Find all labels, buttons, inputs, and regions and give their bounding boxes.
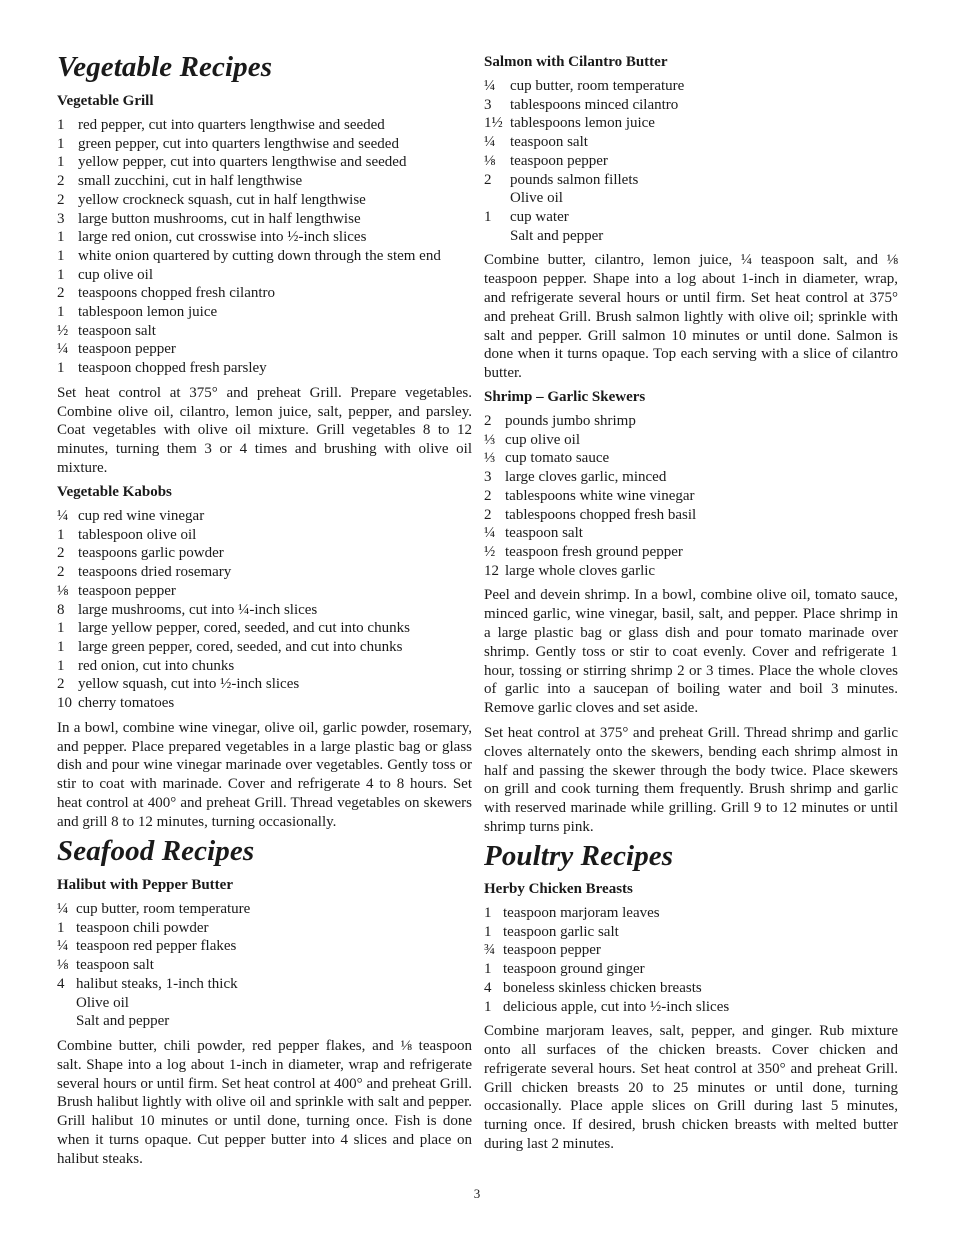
ingredient-text: teaspoon chili powder [76,919,209,936]
ingredient-item [57,210,472,229]
ingredient-text: teaspoon ground ginger [503,961,645,978]
ingredient-quantity: 1 [484,923,492,940]
ingredient-quantity: 3 [484,469,492,486]
ingredient-item [57,619,472,638]
ingredient-text: cup water [510,208,569,225]
ingredient-text: teaspoon fresh ground pepper [505,543,683,560]
page-number: 3 [473,1186,481,1201]
ingredient-text: cherry tomatoes [78,695,175,712]
ingredient-quantity: 2 [57,676,65,693]
ingredient-quantity: ¼ [57,508,69,524]
ingredient-item [57,247,472,266]
ingredient-list [57,900,472,1031]
ingredient-text: teaspoon garlic salt [503,923,619,940]
ingredient-quantity: 3 [57,210,65,227]
recipe-title: Shrimp – Garlic Skewers [484,389,646,405]
recipe-directions: Combine butter, cilantro, lemon juice, ¼ teaspoon salt, and ⅛ teaspoon pepper. Shape into a log about 1-inch in diameter, wrap, and refrigerate several hours or until firm. Set heat control at 375° and preheat Grill. Brush salmon lightly with olive oil; sprinkle with salt and pepper. Grill salmon 10 minutes or until done. Salmon is done when it turns opaque. Top each serving with a slice of cilantro butter. [484,252,898,382]
ingredient-quantity: ¼ [484,78,496,94]
ingredient-item [57,303,472,322]
ingredient-item [57,153,472,172]
ingredient-text: yellow pepper, cut into quarters lengthwise and seeded [78,154,407,171]
ingredient-item [484,96,898,115]
ingredient-item [484,487,898,506]
ingredient-item [57,322,472,341]
ingredient-quantity: 1 [57,526,65,543]
ingredient-text: teaspoon pepper [78,341,176,358]
ingredient-quantity: ⅛ [57,957,69,974]
ingredient-item [484,923,898,942]
ingredient-quantity: ⅛ [484,152,496,169]
ingredient-quantity: 1 [57,304,65,321]
ingredient-text: teaspoon salt [510,134,588,151]
ingredient-text: large yellow pepper, cored, seeded, and cut into chunks [78,620,410,637]
ingredient-text: cup tomato sauce [505,450,610,467]
ingredient-quantity: ¼ [484,134,496,151]
ingredient-quantity [57,994,76,1013]
ingredient-quantity: 1 [57,919,65,936]
recipe-title: Herby Chicken Breasts [484,881,633,897]
ingredient-text: red onion, cut into chunks [78,657,235,674]
ingredient-text: yellow squash, cut into ½-inch slices [78,676,300,693]
ingredient-text: Salt and pepper [510,227,604,244]
ingredient-quantity: 1 [57,620,65,637]
ingredient-text: teaspoon salt [505,525,583,542]
ingredient-text: white onion quartered by cutting down through the stem end [78,247,441,264]
ingredient-text: teaspoon chopped fresh parsley [78,360,267,377]
ingredient-quantity: ¼ [57,938,69,955]
ingredient-item [484,208,898,227]
ingredient-item [57,638,472,657]
ingredient-text: cup butter, room temperature [76,901,251,917]
ingredient-quantity: 1½ [484,115,503,132]
ingredient-list [57,507,472,713]
ingredient-item [484,562,898,581]
ingredient-quantity [57,1012,76,1031]
ingredient-quantity: ¼ [57,901,69,917]
recipe-vegetable-grill [57,92,472,478]
ingredient-item [484,77,898,96]
ingredient-quantity: 1 [57,117,65,133]
ingredient-quantity: 1 [484,905,492,921]
ingredient-text: tablespoons minced cilantro [510,96,679,113]
ingredient-text: cup olive oil [505,431,580,448]
ingredient-item [484,133,898,152]
recipe-shrimp [484,388,898,837]
ingredient-text: pounds jumbo shrimp [505,413,636,429]
ingredient-quantity: 1 [57,135,65,152]
recipe-directions: In a bowl, combine wine vinegar, olive oil, garlic powder, rosemary, and pepper. Place prepared vegetables in a large plastic bag or glass dish and pour wine vinegar marinade over vegetables. Gently toss or stir to coat with marinade. Cover and refrigerate 4 to 8 hours. Set heat control at 400° and preheat Grill. Thread vegetables on skewers and grill 8 to 12 minutes, turning occasionally. [57,719,472,830]
ingredient-quantity: 2 [57,173,65,190]
recipe-directions: Combine butter, chili powder, red pepper flakes, and ⅛ teaspoon salt. Shape into a log about 1-inch in diameter, wrap and refrigerate several hours or until firm. Set heat control at 400° and preheat Grill. Brush halibut lightly with olive oil and sprinkle with salt and pepper. Grill halibut 10 minutes or until done, turning once. Fish is done when it turns opaque. Cut pepper butter into 4 slices and place on halibut steaks. [57,1037,472,1167]
ingredient-item [57,975,472,994]
ingredient-item [57,937,472,956]
recipe-directions: Set heat control at 375° and preheat Grill. Thread shrimp and garlic cloves alternately onto the skewers, bending each shrimp almost in half and passing the skewer through the body twice. Place skewers on grill and cook turning them frequently. Brush shrimp and garlic with reserved marinade while grilling. Grill 9 to 12 minutes or until shrimp turns pink. [484,724,898,835]
ingredient-quantity: ⅓ [484,431,496,448]
ingredient-text: teaspoon salt [76,957,154,974]
ingredient-quantity: 1 [57,266,65,283]
ingredient-text: small zucchini, cut in half lengthwise [78,173,303,190]
ingredient-text: teaspoon pepper [78,582,176,599]
ingredient-item [57,544,472,563]
ingredient-text: tablespoons white wine vinegar [505,487,695,504]
ingredient-quantity: 1 [484,961,492,978]
ingredient-text: tablespoons lemon juice [510,115,655,132]
ingredient-item [484,189,898,208]
recipe-title: Halibut with Pepper Butter [57,877,233,893]
ingredient-text: teaspoons dried rosemary [78,564,232,581]
ingredient-quantity: 1 [484,998,492,1015]
ingredient-item [57,266,472,285]
ingredient-item [484,468,898,487]
ingredient-quantity: ½ [484,543,496,560]
ingredient-text: large mushrooms, cut into ¼-inch slices [78,601,318,618]
ingredient-quantity: ½ [57,322,69,339]
ingredient-quantity: 1 [57,360,65,377]
ingredient-quantity: 4 [57,975,65,992]
recipe-halibut [57,876,472,1169]
ingredient-text: halibut steaks, 1-inch thick [76,975,238,992]
ingredient-quantity: 2 [57,564,65,581]
ingredient-text: large cloves garlic, minced [505,469,667,486]
ingredient-quantity: 2 [484,171,492,188]
ingredient-item [57,507,472,526]
ingredient-item [484,998,898,1017]
seafood-recipes-title: Seafood Recipes [57,835,255,867]
recipe-salmon [484,53,898,383]
ingredient-text: Salt and pepper [76,1013,170,1030]
ingredient-text: tablespoons chopped fresh basil [505,506,697,523]
ingredient-quantity: 1 [57,154,65,171]
ingredient-text: large green pepper, cored, seeded, and cut into chunks [78,638,403,655]
ingredient-item [57,601,472,620]
ingredient-text: teaspoon red pepper flakes [76,938,237,955]
ingredient-text: tablespoon lemon juice [78,304,218,321]
ingredient-list [484,904,898,1016]
ingredient-quantity: 2 [484,413,492,429]
ingredient-text: teaspoon salt [78,322,156,339]
ingredient-item [57,340,472,359]
ingredient-item [484,506,898,525]
ingredient-list [484,412,898,580]
ingredient-text: yellow crockneck squash, cut in half lengthwise [78,191,366,208]
ingredient-list [484,77,898,245]
ingredient-item [57,228,472,247]
ingredient-item [57,675,472,694]
ingredient-item [57,657,472,676]
recipe-herby-chicken [484,880,898,1154]
ingredient-text: teaspoon pepper [510,152,608,169]
ingredient-quantity: ¼ [57,341,69,358]
ingredient-item [57,116,472,135]
recipe-directions: Peel and devein shrimp. In a bowl, combine olive oil, tomato sauce, minced garlic, wine vinegar, basil, salt, and pepper. Place shrimp in a large plastic bag or glass dish and pour tomato marinade over shrimp. Gently toss or stir to coat evenly. Cover and refrigerate 1 hour, tossing or stirring shrimp 2 or 3 times. Place the whole cloves of garlic into a saucepan of boiling water and boil 3 minutes. Remove garlic cloves and set aside. [484,587,898,717]
ingredient-text: green pepper, cut into quarters lengthwise and seeded [78,135,399,152]
vegetable-recipes-title: Vegetable Recipes [57,51,273,83]
ingredient-item [57,526,472,545]
ingredient-text: teaspoons chopped fresh cilantro [78,285,276,302]
ingredient-quantity: 2 [484,506,492,523]
ingredient-item [484,904,898,923]
ingredient-quantity: 2 [57,285,65,302]
recipe-title: Salmon with Cilantro Butter [484,54,668,70]
recipe-title: Vegetable Grill [57,93,154,109]
ingredient-item [57,135,472,154]
ingredient-quantity: 2 [57,545,65,562]
ingredient-quantity: 1 [57,638,65,655]
ingredient-quantity: 1 [484,208,492,225]
ingredient-text: teaspoon marjoram leaves [503,905,660,921]
ingredient-text: cup red wine vinegar [78,508,205,524]
recipe-directions: Combine marjoram leaves, salt, pepper, and ginger. Rub mixture onto all surfaces of the chicken breasts. Cover chicken and refrigerate several hours. Set heat control at 350° and preheat Grill. Grill chicken breasts 20 to 25 minutes or until done, turning occasionally. Place apple slices on Grill during last 5 minutes, turning once. If desired, brush chicken breasts with melted butter during last 2 minutes. [484,1023,898,1152]
ingredient-quantity: 1 [57,229,65,246]
ingredient-item [484,543,898,562]
ingredient-text: Olive oil [76,994,129,1011]
recipe-directions: Set heat control at 375° and preheat Grill. Prepare vegetables. Combine olive oil, cilantro, lemon juice, salt, pepper, and parsley. Coat vegetables with olive oil mixture. Grill vegetables 8 to 12 minutes, turning them 3 or 4 times and brushing with olive oil mixture. [57,384,472,477]
ingredient-text: pounds salmon fillets [510,171,639,188]
ingredient-quantity [484,227,510,246]
ingredient-quantity: ¾ [484,942,496,959]
ingredient-quantity: 10 [57,695,72,712]
ingredient-item [57,191,472,210]
ingredient-quantity: 1 [57,247,65,264]
ingredient-item [484,960,898,979]
ingredient-item [57,694,472,713]
ingredient-text: delicious apple, cut into ½-inch slices [503,998,730,1015]
ingredient-text: large red onion, cut crosswise into ½-inch slices [78,229,367,246]
ingredient-quantity: 2 [57,191,65,208]
ingredient-text: teaspoon pepper [503,942,601,959]
ingredient-quantity: 2 [484,487,492,504]
ingredient-item [57,359,472,378]
ingredient-text: teaspoons garlic powder [78,545,224,562]
ingredient-item [57,900,472,919]
ingredient-list [57,116,472,378]
ingredient-item [484,227,898,246]
ingredient-item [57,172,472,191]
ingredient-text: cup butter, room temperature [510,78,685,94]
ingredient-item [484,171,898,190]
ingredient-item [484,412,898,431]
ingredient-item [484,152,898,171]
ingredient-quantity: 4 [484,979,492,996]
ingredient-text: large whole cloves garlic [505,562,656,579]
ingredient-item [57,994,472,1013]
ingredient-quantity: 8 [57,601,65,618]
ingredient-quantity: ⅛ [57,582,69,599]
ingredient-text: tablespoon olive oil [78,526,197,543]
ingredient-item [484,431,898,450]
ingredient-quantity: ¼ [484,525,496,542]
ingredient-item [484,524,898,543]
ingredient-item [57,563,472,582]
ingredient-item [484,979,898,998]
recipe-vegetable-kabobs [57,483,472,832]
ingredient-quantity: 12 [484,562,499,579]
ingredient-quantity [484,189,510,208]
ingredient-quantity: 1 [57,657,65,674]
ingredient-item [484,114,898,133]
ingredient-text: large button mushrooms, cut in half lengthwise [78,210,361,227]
ingredient-item [57,1012,472,1031]
ingredient-text: red pepper, cut into quarters lengthwise and seeded [78,117,385,133]
ingredient-item [484,449,898,468]
ingredient-item [57,919,472,938]
ingredient-text: boneless skinless chicken breasts [503,979,702,996]
recipe-title: Vegetable Kabobs [57,484,172,500]
ingredient-quantity: 3 [484,96,492,113]
ingredient-text: Olive oil [510,190,563,207]
ingredient-text: cup olive oil [78,266,153,283]
ingredient-quantity: ⅓ [484,450,496,467]
ingredient-item [57,284,472,303]
ingredient-item [57,582,472,601]
ingredient-item [484,941,898,960]
ingredient-item [57,956,472,975]
poultry-recipes-title: Poultry Recipes [484,840,674,872]
